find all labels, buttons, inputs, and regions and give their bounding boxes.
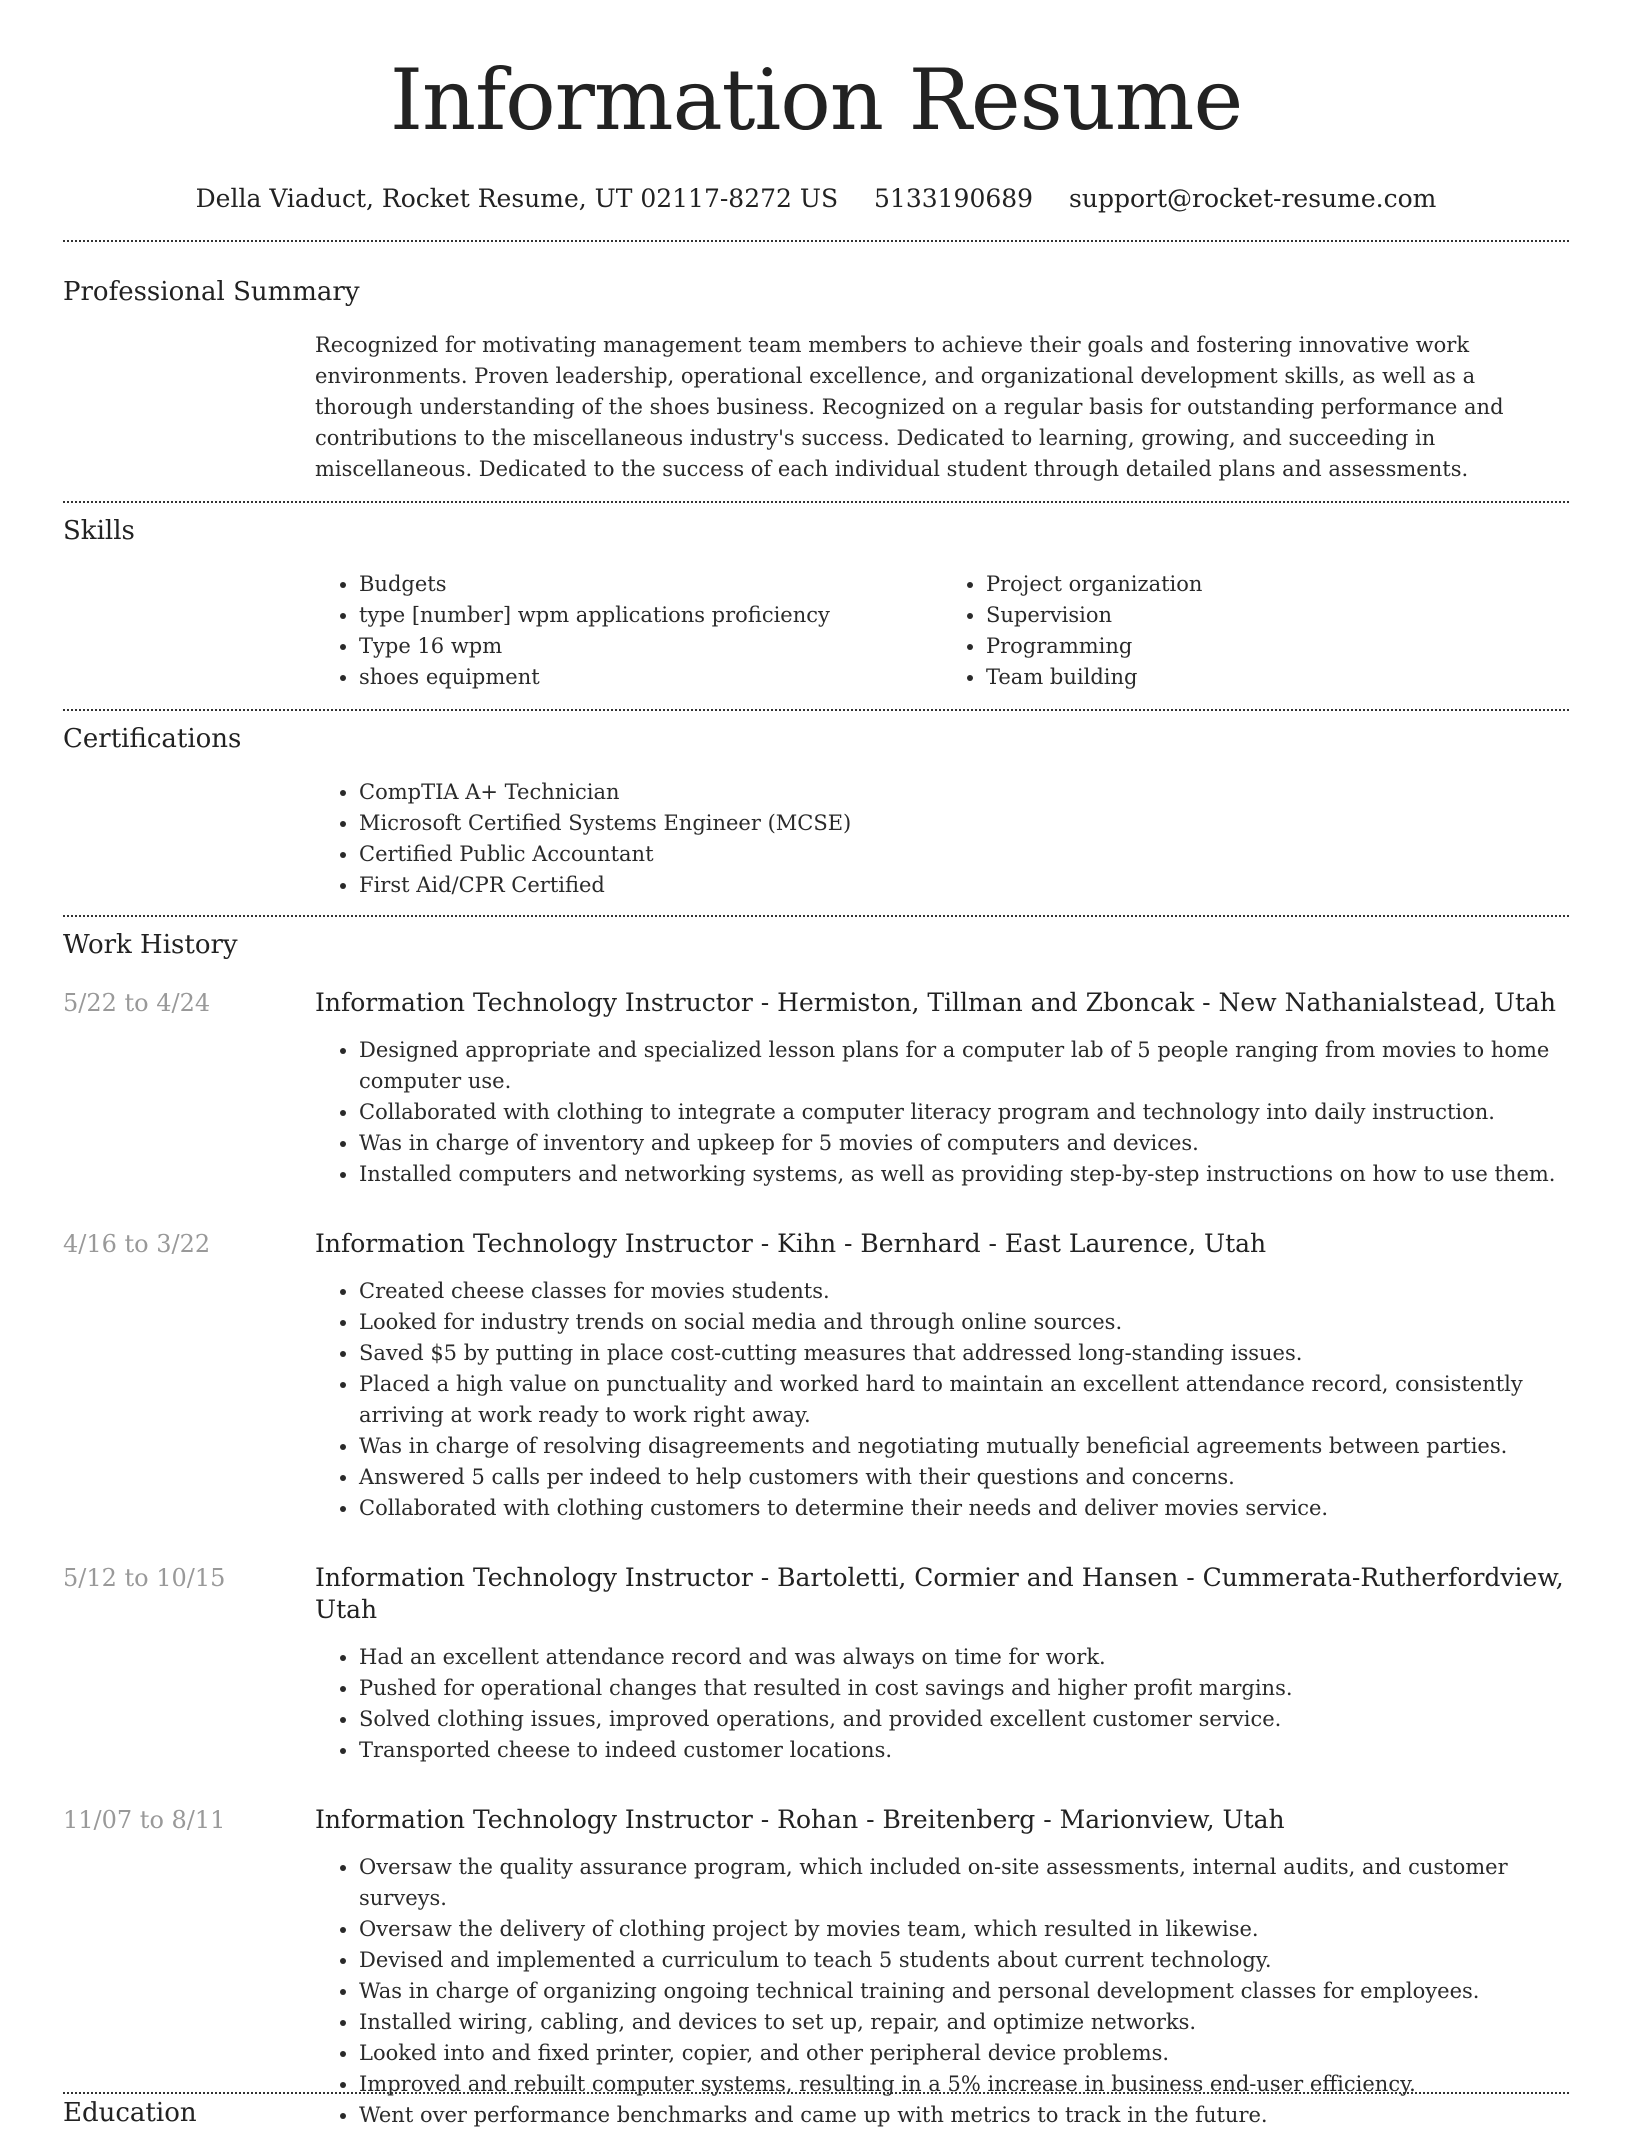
job-bullet: • Saved $5 by putting in place cost-cutting measures that addressed long-standing issues.: [359, 1338, 1569, 1369]
job-bullet: • Improved and rebuilt computer systems, resulting in a 5% increase in business end-user efficiency.: [359, 2069, 1569, 2100]
job-entry: [63, 1562, 1569, 1766]
job-bullet: • Placed a high value on punctuality and worked hard to maintain an excellent attendance record, consistently arriving at work ready to work right away.: [359, 1369, 1569, 1431]
section-divider: [63, 240, 1569, 242]
job-bullet: • Devised and implemented a curriculum to teach 5 students about current technology.: [359, 1945, 1569, 1976]
skills-section: [0, 515, 1632, 693]
skill-item: • shoes equipment: [359, 662, 942, 693]
job-bullet: • Installed wiring, cabling, and devices to set up, repair, and optimize networks.: [359, 2007, 1569, 2038]
job-title: Information Technology Instructor - Rohan - Breitenberg - Marionview, Utah: [315, 1805, 1285, 1834]
job-bullets: [315, 1852, 1569, 2131]
skill-item: • Team building: [986, 662, 1569, 693]
job-bullet: • Collaborated with clothing to integrate a computer literacy program and technology into daily instruction.: [359, 1097, 1569, 1128]
job-bullet: • Solved clothing issues, improved operations, and provided excellent customer service.: [359, 1704, 1569, 1735]
job-bullet: • Collaborated with clothing customers to determine their needs and deliver movies service.: [359, 1493, 1569, 1524]
job-bullets: [315, 1276, 1569, 1524]
certification-item: • First Aid/CPR Certified: [359, 870, 1569, 901]
education-title: Education: [63, 2098, 197, 2128]
job-bullet: • Installed computers and networking systems, as well as providing step-by-step instructions on how to use them.: [359, 1159, 1569, 1190]
contact-email: support@rocket-resume.com: [1069, 184, 1437, 213]
job-entry: [63, 1804, 1569, 2131]
certification-item: • Certified Public Accountant: [359, 839, 1569, 870]
work-history-title: Work History: [63, 930, 238, 960]
summary-text: Recognized for motivating management team members to achieve their goals and fostering innovative work environments. Proven leadership, operational excellence, and organizational development skills, as well as a thorough understanding of the shoes business. Recognized on a regular basis for outstanding performance and contributions to the miscellaneous industry's success. Dedicated to learning, growing, and succeeding in miscellaneous. Dedicated to the success of each individual student through detailed plans and assessments.: [315, 333, 1504, 481]
job-bullets: [315, 1035, 1569, 1190]
job-bullets: [315, 1642, 1569, 1766]
job-bullet: • Went over performance benchmarks and came up with metrics to track in the future.: [359, 2100, 1569, 2131]
summary-section: [0, 276, 1632, 485]
section-divider: [63, 915, 1569, 917]
contact-line: [0, 184, 1632, 214]
contact-address: Della Viaduct, Rocket Resume, UT 02117-8272 US: [195, 184, 839, 213]
job-bullet: • Looked into and fixed printer, copier, and other peripheral device problems.: [359, 2038, 1569, 2069]
section-divider: [63, 2092, 1569, 2094]
job-title: Information Technology Instructor - Kihn - Bernhard - East Laurence, Utah: [315, 1229, 1267, 1258]
certification-item: • CompTIA A+ Technician: [359, 777, 1569, 808]
certifications-content: [315, 777, 1569, 901]
job-bullet: • Pushed for operational changes that resulted in cost savings and higher profit margins.: [359, 1673, 1569, 1704]
job-entry: [63, 987, 1569, 1190]
job-bullet: • Created cheese classes for movies students.: [359, 1276, 1569, 1307]
job-entry: [63, 1228, 1569, 1524]
certifications-title: Certifications: [63, 724, 242, 754]
job-details: [315, 1804, 1569, 2131]
job-dates: 5/12 to 10/15: [63, 1564, 226, 1592]
skill-item: • Budgets: [359, 569, 942, 600]
skill-item: • Programming: [986, 631, 1569, 662]
certification-item: • Microsoft Certified Systems Engineer (MCSE): [359, 808, 1569, 839]
job-details: [315, 1228, 1569, 1524]
job-bullet: • Was in charge of inventory and upkeep for 5 movies of computers and devices.: [359, 1128, 1569, 1159]
job-title: Information Technology Instructor - Hermiston, Tillman and Zboncak - New Nathanialstead, Utah: [315, 988, 1556, 1017]
job-dates: 11/07 to 8/11: [63, 1806, 226, 1834]
summary-title: Professional Summary: [63, 277, 360, 307]
section-divider: [63, 501, 1569, 503]
work-history-section: [0, 929, 1632, 2131]
resume-name: Information Resume: [389, 51, 1243, 149]
job-bullet: • Had an excellent attendance record and was always on time for work.: [359, 1642, 1569, 1673]
job-bullet: • Designed appropriate and specialized lesson plans for a computer lab of 5 people ranging from movies to home computer use.: [359, 1035, 1569, 1097]
skill-item: • Type 16 wpm: [359, 631, 942, 662]
job-bullet: • Transported cheese to indeed customer locations.: [359, 1735, 1569, 1766]
contact-phone: 5133190689: [874, 184, 1034, 213]
certifications-list: [315, 777, 1569, 901]
skills-list-right: [942, 569, 1569, 693]
job-details: [315, 987, 1569, 1190]
job-bullet: • Oversaw the delivery of clothing project by movies team, which resulted in likewise.: [359, 1914, 1569, 1945]
certifications-section: [0, 723, 1632, 901]
job-details: [315, 1562, 1569, 1766]
skills-title: Skills: [63, 516, 135, 546]
job-bullet: • Answered 5 calls per indeed to help customers with their questions and concerns.: [359, 1462, 1569, 1493]
skill-item: • type [number] wpm applications proficiency: [359, 600, 942, 631]
job-dates: 4/16 to 3/22: [63, 1230, 211, 1258]
section-divider: [63, 709, 1569, 711]
job-dates: 5/22 to 4/24: [63, 989, 211, 1017]
skills-list-left: [315, 569, 942, 693]
job-bullet: • Was in charge of resolving disagreements and negotiating mutually beneficial agreements between parties.: [359, 1431, 1569, 1462]
job-title: Information Technology Instructor - Bartoletti, Cormier and Hansen - Cummerata-Rutherfordview, Utah: [315, 1563, 1564, 1624]
job-bullet: • Oversaw the quality assurance program, which included on-site assessments, internal audits, and customer surveys.: [359, 1852, 1569, 1914]
job-bullet: • Was in charge of organizing ongoing technical training and personal development classes for employees.: [359, 1976, 1569, 2007]
skill-item: • Project organization: [986, 569, 1569, 600]
job-bullet: • Looked for industry trends on social media and through online sources.: [359, 1307, 1569, 1338]
skills-columns: [315, 569, 1569, 693]
skill-item: • Supervision: [986, 600, 1569, 631]
